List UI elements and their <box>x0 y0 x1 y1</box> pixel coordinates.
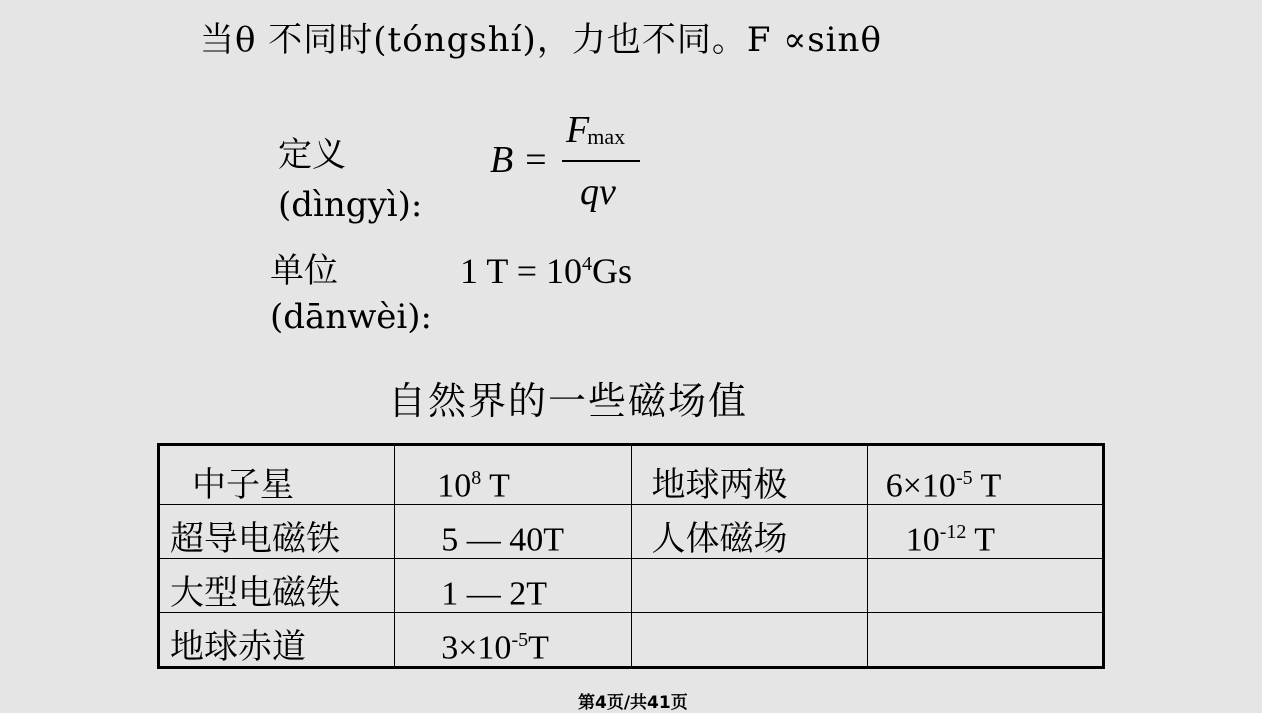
definition-label: 定义(dìngyì): <box>278 135 423 225</box>
table-row <box>159 559 1104 613</box>
table-row <box>159 505 1104 559</box>
table-cell: 大型电磁铁 <box>159 559 395 613</box>
table-title: 自然界的一些磁场值 <box>388 379 749 423</box>
table-cell: 1 — 2T <box>395 559 631 613</box>
table-cell <box>867 559 1103 613</box>
table-cell: 超导电磁铁 <box>159 505 395 559</box>
table-row <box>159 445 1104 505</box>
table-cell: 人体磁场 <box>631 505 867 559</box>
field-definition-formula <box>490 108 660 223</box>
unit-label: 单位(dānwèi): <box>270 251 433 337</box>
table-cell <box>631 613 867 668</box>
table-cell: 地球两极 <box>631 445 867 505</box>
magnetic-field-table <box>157 443 1105 669</box>
formula-lhs: B = <box>490 139 549 181</box>
headline: 当θ 不同时(tóngshí)，力也不同。F ∝sinθ <box>200 20 882 60</box>
table-cell: 5 — 40T <box>395 505 631 559</box>
table-cell: 地球赤道 <box>159 613 395 668</box>
table-cell: 中子星 <box>159 445 395 505</box>
formula-numerator: $F_{max}$ <box>566 109 626 151</box>
table-cell: $6\times 10^{-5}$ T <box>867 445 1103 505</box>
table-cell <box>867 613 1103 668</box>
fraction-bar <box>562 160 640 162</box>
table-cell <box>631 559 867 613</box>
page-indicator: 第4页/共41页 <box>578 693 688 713</box>
formula-denominator: qv <box>580 171 616 213</box>
table-cell: $3\times 10^{-5}T$ <box>395 613 631 668</box>
table-cell: $10^8$ T <box>395 445 631 505</box>
unit-conversion: 1 $T = 10^4Gs$ <box>460 251 633 291</box>
table-cell: $10^{-12}$ T <box>867 505 1103 559</box>
table-row <box>159 613 1104 668</box>
